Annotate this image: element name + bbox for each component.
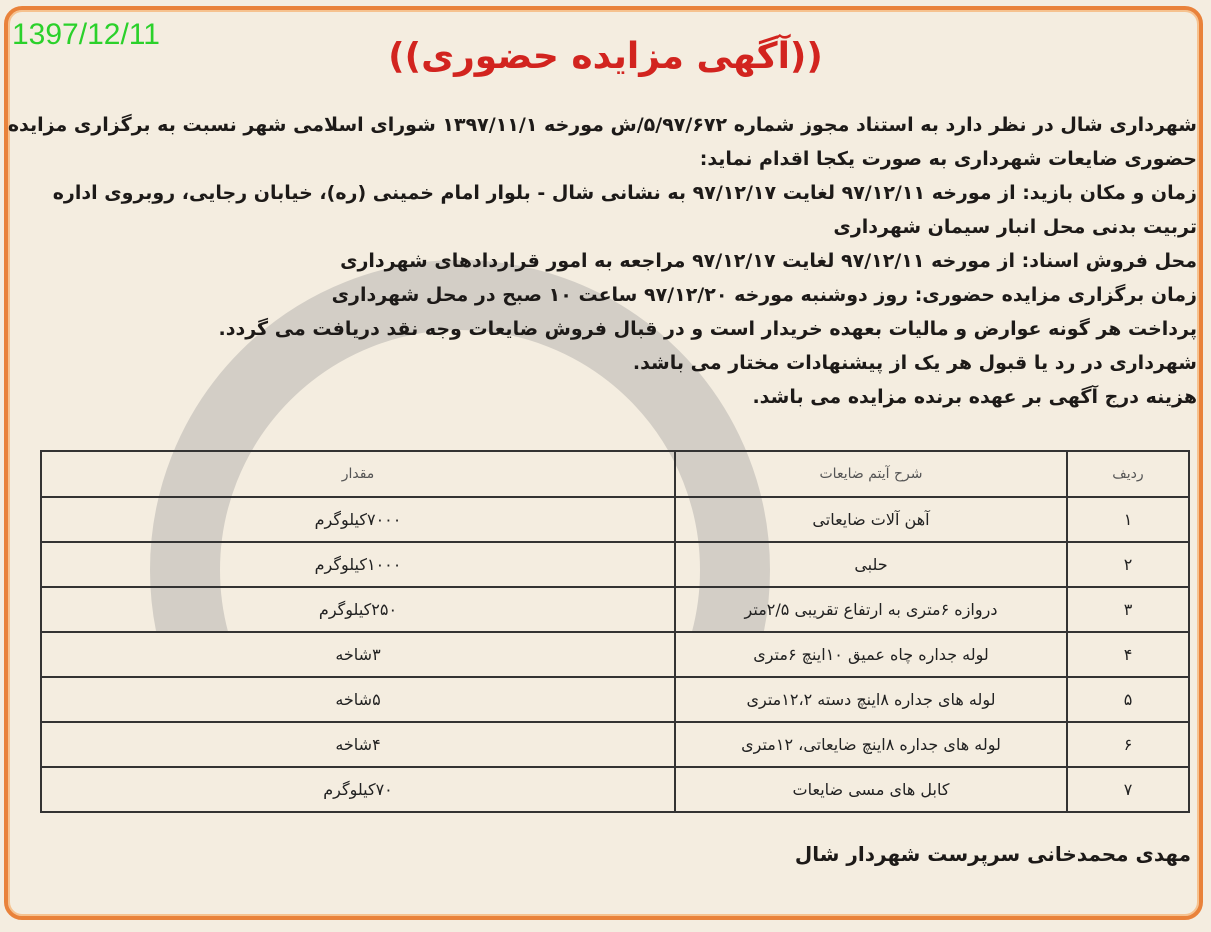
date-stamp: 1397/12/11 xyxy=(12,18,160,51)
item-description: کابل های مسی ضایعات xyxy=(675,767,1067,812)
item-amount: ۱۰۰۰کیلوگرم xyxy=(41,542,675,587)
ad-title: ((آگهی مزایده حضوری)) xyxy=(388,36,823,77)
paragraph-cost: هزینه درج آگهی بر عهده برنده مزایده می باشد. xyxy=(752,386,1197,408)
item-amount: ۷۰۰۰کیلوگرم xyxy=(41,497,675,542)
item-description: دروازه ۶متری به ارتفاع تقریبی ۲/۵متر xyxy=(675,587,1067,632)
item-description: حلبی xyxy=(675,542,1067,587)
row-number: ۵ xyxy=(1067,677,1189,722)
item-description: لوله جداره چاه عمیق ۱۰اینچ ۶متری xyxy=(675,632,1067,677)
table-row xyxy=(41,542,1189,587)
row-number: ۲ xyxy=(1067,542,1189,587)
row-number: ۴ xyxy=(1067,632,1189,677)
table-row xyxy=(41,677,1189,722)
paragraph-intro: شهرداری شال در نظر دارد به استناد مجوز شماره ۵/۹۷/۶۷۲/ش مورخه ۱۳۹۷/۱۱/۱ شورای اسلامی شهر نسبت به برگزاری مزایده حضوری ضایعات شهرداری به صورت یکجا اقدام نماید: xyxy=(7,114,1197,170)
paragraph-auction-time: زمان برگزاری مزایده حضوری: روز دوشنبه مورخه ۹۷/۱۲/۲۰ ساعت ۱۰ صبح در محل شهرداری xyxy=(331,284,1197,306)
item-amount: ۲۵۰کیلوگرم xyxy=(41,587,675,632)
header-row-number: ردیف xyxy=(1067,451,1189,497)
row-number: ۷ xyxy=(1067,767,1189,812)
row-number: ۳ xyxy=(1067,587,1189,632)
item-description: لوله های جداره ۸اینچ ضایعاتی، ۱۲متری xyxy=(675,722,1067,767)
item-amount: ۵شاخه xyxy=(41,677,675,722)
row-number: ۱ xyxy=(1067,497,1189,542)
paragraph-documents: محل فروش اسناد: از مورخه ۹۷/۱۲/۱۱ لغایت ۹۷/۱۲/۱۷ مراجعه به امور قراردادهای شهرداری xyxy=(340,250,1197,272)
row-number: ۶ xyxy=(1067,722,1189,767)
item-description: لوله های جداره ۸اینچ دسته ۱۲،۲متری xyxy=(675,677,1067,722)
paragraph-payment: پرداخت هر گونه عوارض و مالیات بعهده خریدار است و در قبال فروش ضایعات وجه نقد دریافت می گردد. xyxy=(218,318,1197,340)
paragraph-visit: زمان و مکان بازید: از مورخه ۹۷/۱۲/۱۱ لغایت ۹۷/۱۲/۱۷ به نشانی شال - بلوار امام خمینی (ره)، خیابان رجایی، روبروی اداره تربیت بدنی محل انبار سیمان شهرداری xyxy=(52,182,1197,238)
table-row xyxy=(41,587,1189,632)
item-amount: ۳شاخه xyxy=(41,632,675,677)
signature-line: مهدی محمدخانی سرپرست شهردار شال xyxy=(794,842,1191,866)
table-row xyxy=(41,497,1189,542)
item-amount: ۴شاخه xyxy=(41,722,675,767)
table-row xyxy=(41,632,1189,677)
item-description: آهن آلات ضایعاتی xyxy=(675,497,1067,542)
paragraph-rights: شهرداری در رد یا قبول هر یک از پیشنهادات مختار می باشد. xyxy=(632,352,1197,374)
table-row xyxy=(41,767,1189,812)
item-amount: ۷۰کیلوگرم xyxy=(41,767,675,812)
items-table xyxy=(40,450,1190,813)
table-header-row xyxy=(41,451,1189,497)
header-amount: مقدار xyxy=(41,451,675,497)
ad-body xyxy=(7,108,1197,414)
table-row xyxy=(41,722,1189,767)
header-description: شرح آیتم ضایعات xyxy=(675,451,1067,497)
